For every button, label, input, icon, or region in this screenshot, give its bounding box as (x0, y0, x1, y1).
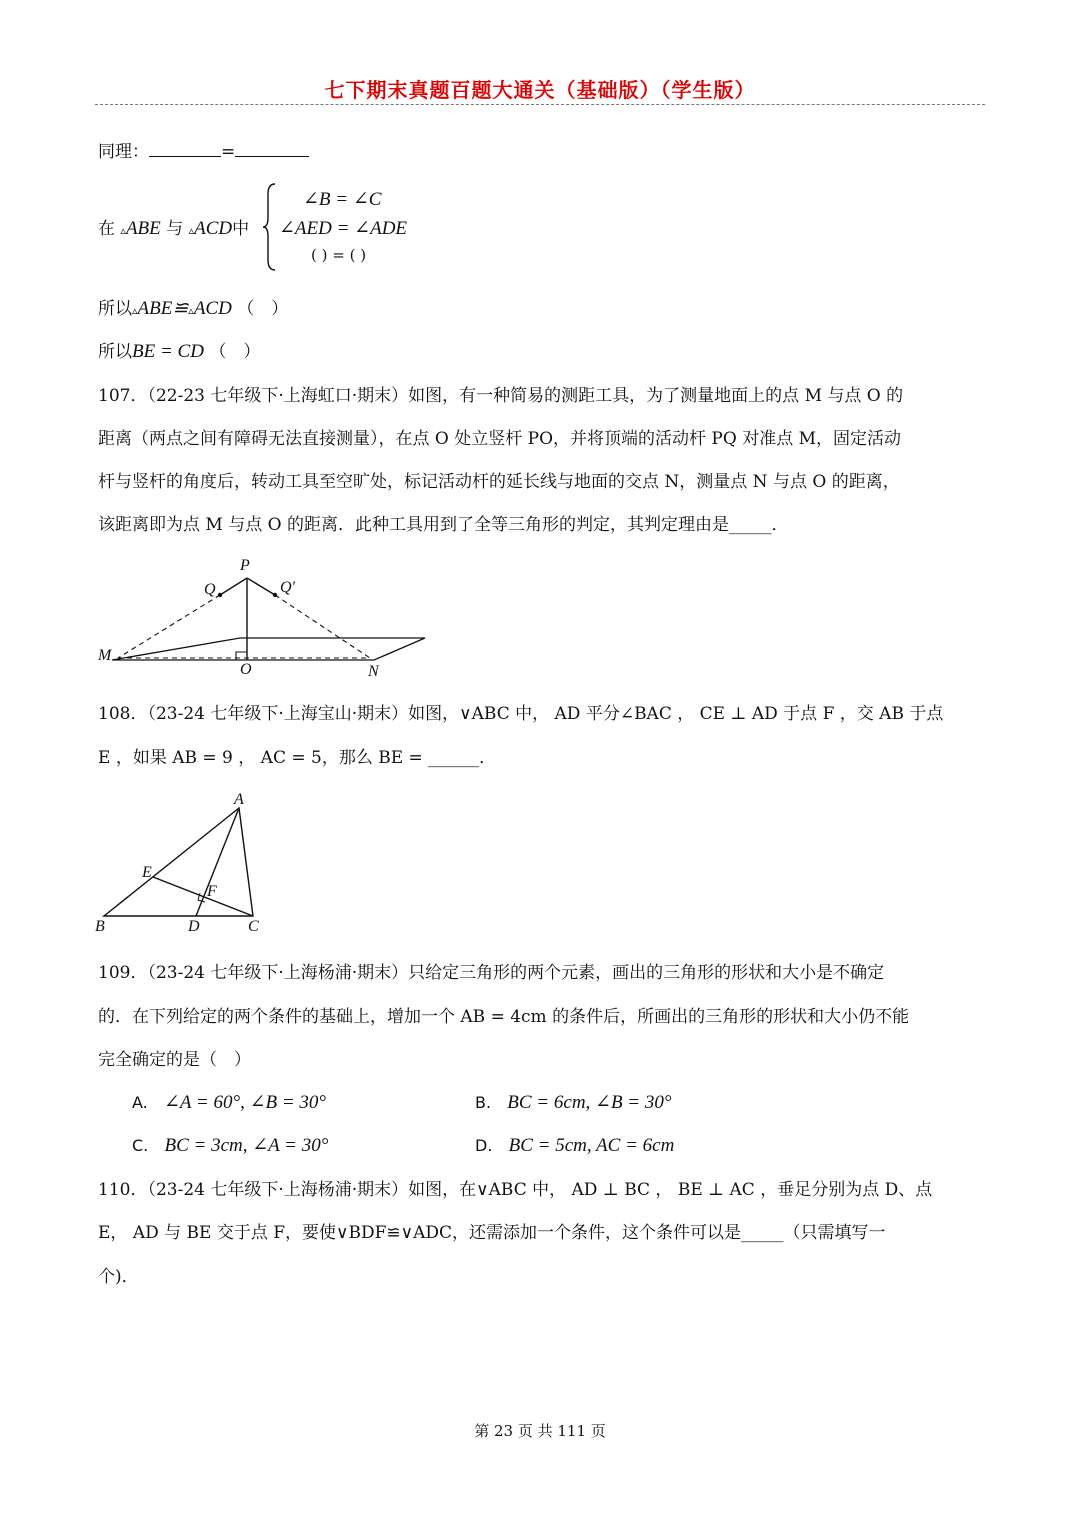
q107-figure (90, 552, 440, 682)
proof-similarly-label: 同理： (98, 142, 149, 162)
ground-plane (112, 638, 425, 660)
triangle-symbol: ▵ (188, 304, 194, 317)
q107-line-2: 距离（两点之间有障碍无法直接测量），在点 O 处立竖杆 PO，并将顶端的活动杆 PQ 对准点 M，固定活动 (98, 429, 902, 449)
option-label: A. (132, 1093, 148, 1112)
q108-figure (90, 788, 290, 938)
option-text: BC = 3cm, ∠A = 30° (164, 1135, 329, 1156)
q109-line-1: 109．（23-24 七年级下·上海杨浦·期末）只给定三角形的两个元素，画出的三角形的形状和大小是不确定 (98, 963, 885, 983)
text-among: 中 (232, 219, 250, 239)
q109-line-3: 完全确定的是（ ） (98, 1050, 251, 1070)
proof-conclusion-2 (98, 340, 260, 364)
text-therefore: 所以 (98, 342, 132, 362)
reason-blank: （ ） (237, 299, 289, 319)
answer-blank (235, 142, 309, 157)
segment-ad (196, 808, 239, 916)
answer-blank (149, 142, 221, 157)
left-brace (262, 182, 278, 272)
label-a: A (234, 791, 244, 808)
option-text: ∠A = 60°, ∠B = 30° (163, 1092, 327, 1113)
label-d: D (188, 918, 200, 935)
triangle-symbol: ▵ (188, 224, 195, 237)
triangle-symbol: ▵ (132, 304, 138, 317)
q110-line-1: 110．（23-24 七年级下·上海杨浦·期末）如图，在∨ABC 中， AD ⊥ BC ， BE ⊥ AC ，垂足分别为点 D、点 (98, 1180, 933, 1200)
label-q-prime: Q′ (280, 579, 296, 596)
q109-option-a[interactable] (132, 1091, 326, 1115)
label-q: Q (204, 581, 216, 598)
option-label: D. (475, 1136, 493, 1155)
proof-line-similarly (98, 140, 309, 164)
equation-be-cd: BE = CD (132, 341, 204, 362)
proof-conclusion-1 (98, 297, 288, 323)
brace-condition-2: ∠AED = ∠ADE (279, 218, 408, 239)
right-angle-mark (236, 652, 247, 660)
option-label: C. (132, 1136, 149, 1155)
triangle-symbol: ▵ (120, 224, 126, 237)
q107-line-1: 107．（22-23 七年级下·上海虹口·期末）如图，有一种简易的测距工具，为了测量地面上的点 M 与点 O 的 (98, 386, 904, 406)
text-in: 在 (98, 219, 115, 239)
label-m: M (98, 647, 112, 664)
triangle-abe: ABE (125, 218, 161, 239)
q109-option-c[interactable] (132, 1134, 328, 1158)
label-b: B (95, 918, 105, 935)
reason-blank: （ ） (209, 342, 261, 362)
q108-line-1: 108．（23-24 七年级下·上海宝山·期末）如图，∨ABC 中， AD 平分∠BAC ， CE ⊥ AD 于点 F ，交 AB 于点 (98, 704, 944, 724)
proof-intro (98, 217, 249, 243)
dashed-to-m (118, 595, 220, 658)
q107-line-3: 杆与竖杆的角度后，转动工具至空旷处，标记活动杆的延长线与地面的交点 N，测量点 N 与点 O 的距离， (98, 472, 900, 492)
q107-line-4: 该距离即为点 M 与点 O 的距离．此种工具用到了全等三角形的判定，其判定理由是_____． (98, 515, 789, 535)
dashed-to-n (275, 595, 370, 658)
congruence-left: ABE≌ (137, 298, 189, 319)
label-e: E (142, 864, 152, 881)
rod-pq (220, 578, 247, 595)
q110-line-3: 个)． (98, 1267, 139, 1287)
brace-condition-3: ( ) = ( ) (311, 246, 367, 264)
header-divider (95, 104, 985, 105)
rod-pq-prime (247, 578, 275, 595)
label-n: N (368, 663, 379, 680)
q110-line-2: E， AD 与 BE 交于点 F，要使∨BDF≌∨ADC，还需添加一个条件，这个条件可以是_____（只需填写一 (98, 1223, 886, 1243)
q109-option-b[interactable] (475, 1091, 671, 1115)
brace-condition-1: ∠B = ∠C (303, 189, 382, 210)
option-text: BC = 6cm, ∠B = 30° (507, 1092, 672, 1113)
equals-sign: = (221, 142, 236, 162)
q108-line-2: E ，如果 AB = 9 ， AC = 5，那么 BE = ______． (98, 748, 497, 768)
triangle-abc (104, 808, 253, 916)
congruence-right: ACD (193, 298, 232, 319)
text-and: 与 (166, 219, 184, 239)
segment-ce (153, 877, 253, 916)
label-f: F (207, 883, 217, 900)
label-o: O (240, 661, 252, 678)
option-text: BC = 5cm, AC = 6cm (508, 1135, 675, 1156)
q109-line-2: 的．在下列给定的两个条件的基础上，增加一个 AB = 4cm 的条件后，所画出的三角形的形状和大小仍不能 (98, 1007, 910, 1027)
label-p: P (240, 557, 250, 574)
triangle-acd: ACD (194, 218, 233, 239)
text-therefore: 所以 (98, 299, 132, 319)
page-footer: 第 23 页 共 111 页 (474, 1422, 606, 1440)
q109-option-d[interactable] (475, 1134, 674, 1158)
header-title: 七下期末真题百题大通关（基础版）（学生版） (324, 78, 756, 102)
point-q-prime (273, 593, 277, 597)
label-c: C (248, 918, 259, 935)
option-label: B. (475, 1093, 492, 1112)
point-q (218, 593, 222, 597)
